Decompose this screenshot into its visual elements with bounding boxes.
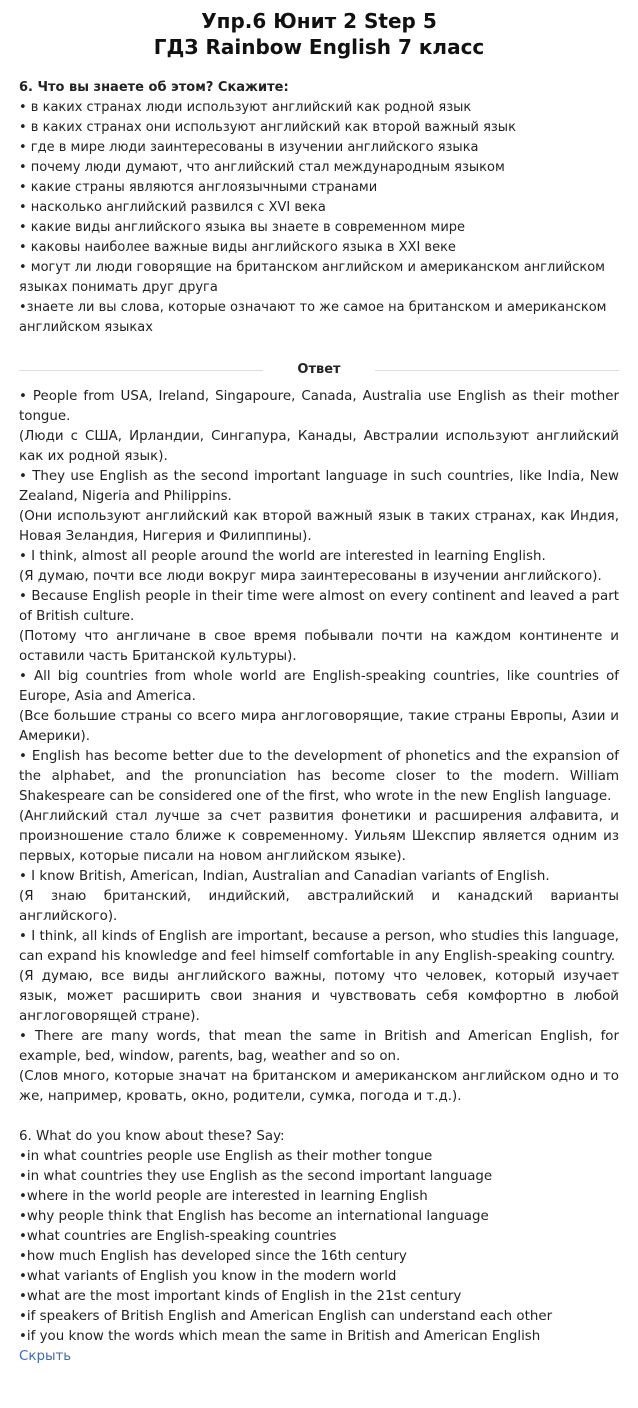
task-item: • каковы наиболее важные виды английского языка в XXI веке bbox=[19, 240, 456, 255]
answer-paragraph: (Я думаю, все виды английского важны, потому что человек, который изучает язык, может расширить свои знания и чувствовать себя комфортно в любой англоговорящей стране). bbox=[19, 969, 619, 1024]
original-item: •in what countries people use English as their mother tongue bbox=[19, 1149, 433, 1164]
answer-paragraph: • I think, almost all people around the world are interested in learning English. bbox=[19, 549, 546, 564]
original-item: •what are the most important kinds of English in the 21st century bbox=[19, 1289, 462, 1304]
answer-label: Ответ bbox=[297, 362, 341, 377]
answer-paragraph: (Они используют английский как второй важный язык в таких странах, как Индия, Новая Зеландия, Нигерия и Филиппины). bbox=[19, 509, 619, 544]
answer-paragraph: • I think, all kinds of English are important, because a person, who studies this language, can expand his knowledge and feel himself comfortable in any English-speaking country. bbox=[19, 929, 619, 964]
original-item: •if speakers of British English and American English can understand each other bbox=[19, 1309, 553, 1324]
answer-paragraph: • I know British, American, Indian, Australian and Canadian variants of English. bbox=[19, 869, 550, 884]
answer-paragraph: • All big countries from whole world are English-speaking countries, like countries of Europe, Asia and America. bbox=[19, 669, 619, 704]
answer-text bbox=[19, 387, 619, 1107]
title-line-2: ГДЗ Rainbow English 7 класс bbox=[153, 35, 485, 59]
original-item: •where in the world people are interested in learning English bbox=[19, 1189, 428, 1204]
task-item: • какие виды английского языка вы знаете в современном мире bbox=[19, 220, 466, 235]
original-item: •what countries are English-speaking countries bbox=[19, 1229, 337, 1244]
divider-line-right bbox=[375, 370, 619, 371]
answer-paragraph: (Я знаю британский, индийский, австралийский и канадский варианты английского). bbox=[19, 889, 619, 924]
task-item: • почему люди думают, что английский стал международным языком bbox=[19, 160, 505, 175]
original-item: •if you know the words which mean the same in British and American English bbox=[19, 1329, 541, 1344]
task-item: • какие страны являются англоязычными странами bbox=[19, 180, 378, 195]
task-item: • насколько английский развился с XVI века bbox=[19, 200, 326, 215]
answer-paragraph: (Слов много, которые значат на британском и американском английском одно и то же, например, кровать, окно, родители, сумка, погода и т.д.). bbox=[19, 1069, 619, 1104]
answer-paragraph: • People from USA, Ireland, Singapoure, Canada, Australia use English as their mother tongue. bbox=[19, 389, 619, 424]
answer-paragraph: • English has become better due to the development of phonetics and the expansion of the alphabet, and the pronunciation has become closer to the modern. William Shakespeare can be considered one of the first, who wrote in the new English language. bbox=[19, 749, 619, 804]
answer-paragraph: (Люди с США, Ирландии, Сингапура, Канады, Австралии используют английский как их родной язык). bbox=[19, 429, 619, 464]
page-title bbox=[19, 8, 619, 60]
answer-paragraph: (Английский стал лучше за счет развития фонетики и расширения алфавита, и произношение стало ближе к современному. Уильям Шекспир является одним из первых, которые писали на новом английском языке). bbox=[19, 809, 619, 864]
original-task bbox=[19, 1127, 619, 1367]
answer-paragraph: (Все большие страны со всего мира англоговорящие, такие страны Европы, Азии и Америки). bbox=[19, 709, 619, 744]
answer-divider bbox=[19, 360, 619, 380]
hide-link[interactable]: Скрыть bbox=[19, 1349, 72, 1364]
original-heading: 6. What do you know about these? Say: bbox=[19, 1129, 285, 1144]
task-item: •знаете ли вы слова, которые означают то же самое на британском и американском английском языках bbox=[19, 300, 607, 335]
task-item: • где в мире люди заинтересованы в изучении английского языка bbox=[19, 140, 479, 155]
divider-line-left bbox=[19, 370, 263, 371]
task-item: • в каких странах люди используют английский как родной язык bbox=[19, 100, 472, 115]
title-line-1: Упр.6 Юнит 2 Step 5 bbox=[201, 9, 437, 33]
task-item: • могут ли люди говорящие на британском английском и американском английском языках понимать друг друга bbox=[19, 260, 605, 295]
task-list bbox=[19, 98, 619, 338]
original-item: •what variants of English you know in the modern world bbox=[19, 1269, 397, 1284]
task-heading: 6. Что вы знаете об этом? Скажите: bbox=[19, 80, 289, 95]
answer-paragraph: • Because English people in their time were almost on every continent and leaved a part of British culture. bbox=[19, 589, 619, 624]
task-item: • в каких странах они используют английский как второй важный язык bbox=[19, 120, 516, 135]
original-item: •in what countries they use English as the second important language bbox=[19, 1169, 493, 1184]
answer-paragraph: (Я думаю, почти все люди вокруг мира заинтересованы в изучении английского). bbox=[19, 569, 602, 584]
answer-paragraph: • They use English as the second important language in such countries, like India, New Zealand, Nigeria and Philippins. bbox=[19, 469, 619, 504]
original-item: •how much English has developed since the 16th century bbox=[19, 1249, 407, 1264]
answer-paragraph: • There are many words, that mean the same in British and American English, for example, bed, window, parents, bag, weather and so on. bbox=[19, 1029, 619, 1064]
original-item: •why people think that English has become an international language bbox=[19, 1209, 489, 1224]
answer-paragraph: (Потому что англичане в свое время побывали почти на каждом континенте и оставили часть Британской культуры). bbox=[19, 629, 619, 664]
